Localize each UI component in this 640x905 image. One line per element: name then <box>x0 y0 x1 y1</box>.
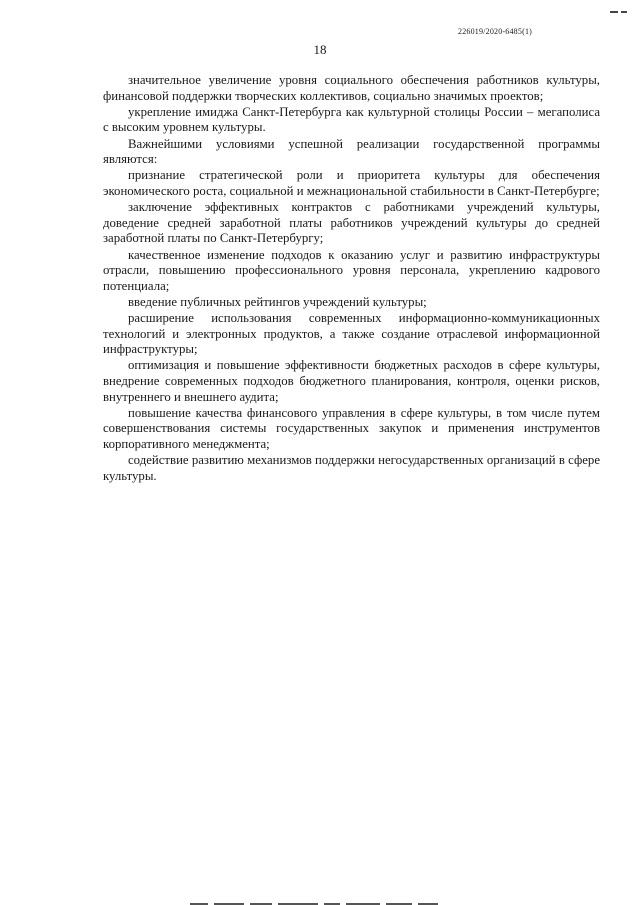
paragraph: качественное изменение подходов к оказанию услуг и развитию инфраструктуры отрасли, повышению профессионального уровня персонала, укреплению кадрового потенциала; <box>103 247 600 293</box>
paragraph: введение публичных рейтингов учреждений культуры; <box>128 294 427 309</box>
paragraph: Важнейшими условиями успешной реализации государственной программы являются: <box>103 136 600 167</box>
paragraph: оптимизация и повышение эффективности бюджетных расходов в сфере культуры, внедрение современных подходов бюджетного планирования, контроля, оценки рисков, внутреннего и внешнего аудита; <box>103 358 600 404</box>
document-id: 226019/2020-6485(1) <box>458 27 533 36</box>
document-body <box>103 73 600 485</box>
scan-corner-mark <box>610 0 632 4</box>
page-number: 18 <box>313 42 327 57</box>
paragraph: значительное увеличение уровня социального обеспечения работников культуры, финансовой поддержки творческих коллективов, социально значимых проектов; <box>103 73 600 103</box>
paragraph: расширение использования современных информационно-коммуникационных технологий и электронных продуктов, а также создание отраслевой информационной инфраструктуры; <box>103 311 600 357</box>
paragraph: содействие развитию механизмов поддержки негосударственных организаций в сфере культуры. <box>103 453 600 483</box>
scan-bottom-marks <box>190 899 480 905</box>
paragraph: повышение качества финансового управления в сфере культуры, в том числе путем совершенствования системы государственных закупок и применения инструментов корпоративного менеджмента; <box>103 405 600 451</box>
paragraph: признание стратегической роли и приоритета культуры для обеспечения экономического роста, социальной и межнациональной стабильности в Санкт-Петербурге; <box>103 168 600 198</box>
paragraph: заключение эффективных контрактов с работниками учреждений культуры, доведение средней заработной платы работников учреждений культуры до средней заработной платы по Санкт-Петербургу; <box>103 200 600 246</box>
paragraph: укрепление имиджа Санкт-Петербурга как культурной столицы России – мегаполиса с высоким уровнем культуры. <box>103 104 600 135</box>
